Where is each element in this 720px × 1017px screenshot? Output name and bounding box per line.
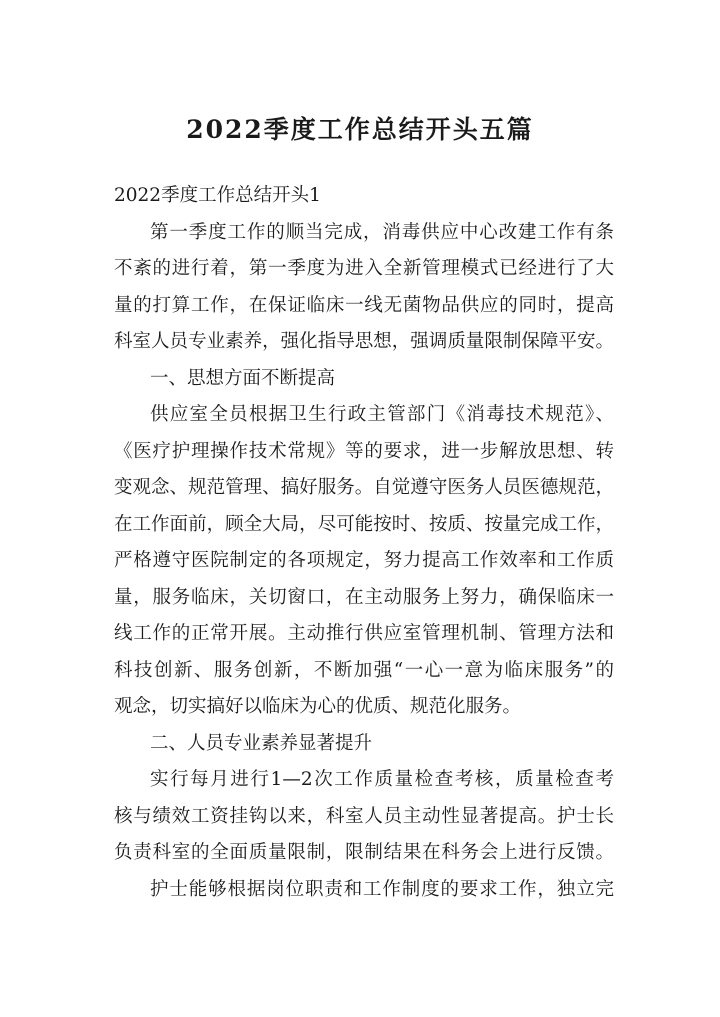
document-body [114,178,614,908]
paragraph-line: 量，服务临床，关切窗口，在主动服务上努力，确保临床一 [114,586,614,608]
paragraph-line: 不紊的进行着，第一季度为进入全新管理模式已经进行了大 [114,258,614,279]
paragraph-line: 实行每月进行1—2次工作质量检查考核，质量检查考 [150,769,614,790]
section-heading: 2022季度工作总结开头1 [114,185,321,206]
paragraph-line: 线工作的正常开展。主动推行供应室管理机制、管理方法和 [114,623,614,644]
document-title: 2022季度工作总结开头五篇 [186,115,534,144]
paragraph-line: 在工作面前，顾全大局，尽可能按时、按质、按量完成工作， [114,513,614,535]
section-heading: 二、人员专业素养显著提升 [150,732,373,754]
paragraph-line: 《医疗护理操作技术常规》等的要求，进一步解放思想、转 [114,440,614,462]
paragraph-line: 观念，切实搞好以临床为心的优质、规范化服务。 [114,696,522,717]
paragraph-line: 负责科室的全面质量限制，限制结果在科务会上进行反馈。 [114,842,614,863]
paragraph-line: 第一季度工作的顺当完成，消毒供应中心改建工作有条 [150,221,614,243]
paragraph-line: 护士能够根据岗位职责和工作制度的要求工作，独立完 [150,878,614,900]
paragraph-line: 变观念、规范管理、搞好服务。自觉遵守医务人员医德规范， [114,477,614,498]
paragraph-line: 科技创新、服务创新，不断加强“一心一意为临床服务”的 [114,659,614,681]
paragraph-line: 严格遵守医院制定的各项规定，努力提高工作效率和工作质 [114,550,614,571]
paragraph-line: 科室人员专业素养，强化指导思想，强调质量限制保障平安。 [114,331,614,352]
paragraph-line: 量的打算工作，在保证临床一线无菌物品供应的同时，提高 [114,294,614,316]
section-heading: 一、思想方面不断提高 [150,367,336,389]
paragraph-line: 供应室全员根据卫生行政主管部门《消毒技术规范》、 [150,404,614,425]
paragraph-line: 核与绩效工资挂钩以来，科室人员主动性显著提高。护士长 [114,805,614,827]
